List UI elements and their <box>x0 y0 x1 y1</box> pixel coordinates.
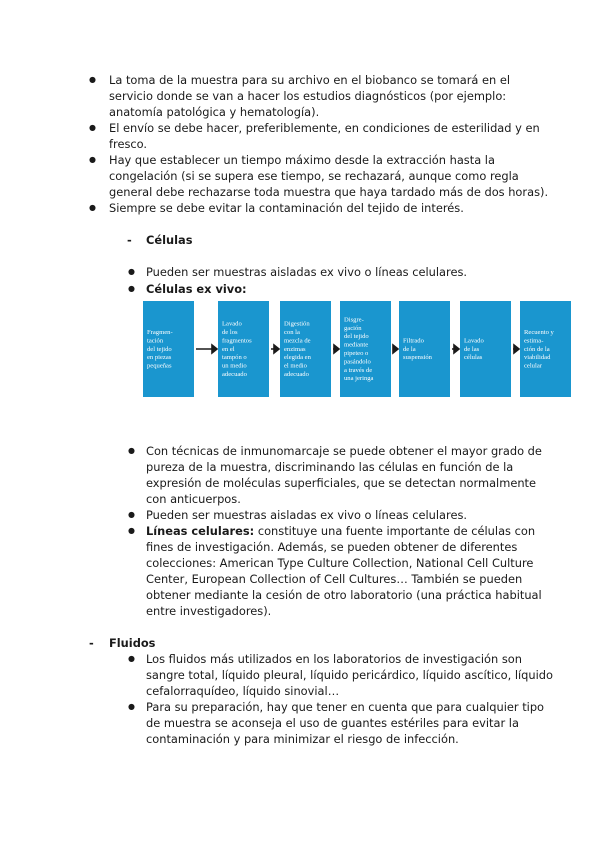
flow-step-label: en el <box>222 345 235 353</box>
flow-step-label: Fragmen- <box>147 329 173 336</box>
flow-step-label: Disgre- <box>344 316 364 324</box>
flow-arrow-icon <box>513 345 519 353</box>
section-heading-celulas: Células <box>146 233 193 247</box>
flow-step-label: enzimas <box>284 345 306 353</box>
flow-step-label: del tejido <box>147 345 172 353</box>
bullet-icon: ● <box>128 510 135 519</box>
text-line: Con técnicas de inmunomarcaje se puede obtener el mayor grado de <box>146 444 542 458</box>
flow-step-label: en piezas <box>147 354 172 362</box>
flow-step-label: elegida en <box>284 354 311 362</box>
flow-step-label: fragmentos <box>222 337 252 345</box>
flow-step-5 <box>399 301 450 397</box>
text-line: entre investigadores). <box>146 604 272 618</box>
flow-arrow-icon <box>196 345 217 353</box>
ex-vivo-flow-diagram <box>143 296 571 402</box>
text-line: contaminación y para minimizar el riesgo de infección. <box>146 732 459 746</box>
flow-step-label: células <box>464 354 483 362</box>
text-line: Los fluidos más utilizados en los laboratorios de investigación son <box>146 652 522 666</box>
section-heading-fluidos: Fluidos <box>109 636 156 650</box>
text-line: fines de investigación. Además, se pueden obtener de diferentes <box>146 540 518 554</box>
bullet-icon: ● <box>89 123 96 132</box>
flow-step-7 <box>520 301 571 397</box>
flow-step-label: de los <box>222 329 238 336</box>
text-line: Center, European Collection of Cell Cultures… También se pueden <box>146 572 523 586</box>
flow-arrow-icon <box>271 345 279 353</box>
flow-step-label: Filtrado <box>403 337 424 345</box>
text-line: sangre total, líquido pleural, líquido pericárdico, líquido ascítico, líquido <box>146 668 553 682</box>
flow-step-label: Digestión <box>284 320 310 328</box>
subheading-ex-vivo: Células ex vivo: <box>146 282 247 296</box>
text-line: congelación (si se supera ese tiempo, se rechazará, aunque como regla <box>109 169 519 183</box>
flow-step-label: adecuado <box>284 371 309 378</box>
text-line: Hay que establecer un tiempo máximo desde la extracción hasta la <box>109 153 495 167</box>
flow-step-label: el medio <box>284 362 307 370</box>
flow-step-label: tación <box>147 337 164 345</box>
flow-step-label: pasándolo <box>344 358 371 366</box>
flow-step-label: del tejido <box>344 333 369 341</box>
text-line: obtener mediante la cesión de otro laboratorio (una práctica habitual <box>146 588 542 602</box>
text-line: Siempre se debe evitar la contaminación del tejido de interés. <box>109 201 464 215</box>
text-line: con anticuerpos. <box>146 492 241 506</box>
text-line: Pueden ser muestras aisladas ex vivo o líneas celulares. <box>146 508 468 522</box>
text-line: El envío se debe hacer, preferiblemente, en condiciones de esterilidad y en <box>109 121 540 135</box>
flow-step-label: adecuado <box>222 371 247 378</box>
text-line: La toma de la muestra para su archivo en el biobanco se tomará en el <box>109 73 511 87</box>
text-line: de muestra se aconseja el uso de guantes estériles para evitar la <box>146 716 519 730</box>
flow-svg <box>143 296 571 402</box>
bullet-icon: ● <box>89 75 96 84</box>
text-line: Para su preparación, hay que tener en cuenta que para cualquier tipo <box>146 700 545 714</box>
text-line: pureza de la muestra, discriminando las células en función de la <box>146 460 514 474</box>
flow-step-label: a través de <box>344 366 373 374</box>
text-line: expresión de moléculas superficiales, que se detectan normalmente <box>146 476 537 490</box>
dash-marker: - <box>127 233 132 247</box>
flow-arrow-icon <box>333 345 339 353</box>
bullet-icon: ● <box>128 654 135 663</box>
flow-step-label: un medio <box>222 362 247 370</box>
bullet-icon: ● <box>128 267 135 276</box>
flow-step-6 <box>460 301 511 397</box>
flow-step-2 <box>218 301 269 397</box>
flow-step-label: mezcla de <box>284 337 311 345</box>
flow-step-label: de las <box>464 345 480 353</box>
flow-step-label: mediante <box>344 341 369 349</box>
bullet-icon: ● <box>128 284 135 293</box>
bullet-icon: ● <box>128 446 135 455</box>
flow-step-4 <box>340 301 391 397</box>
bullet-icon: ● <box>128 702 135 711</box>
flow-step-label: ción de la <box>524 345 550 353</box>
flow-arrow-icon <box>452 345 459 353</box>
text-line <box>146 523 535 539</box>
flow-arrow-icon <box>393 345 398 353</box>
flow-step-box <box>340 301 391 397</box>
text-line: anatomía patológica y hematología). <box>109 105 320 119</box>
flow-step-label: gación <box>344 324 362 332</box>
flow-step-label: estima- <box>524 337 544 345</box>
text-line: Pueden ser muestras aisladas ex vivo o líneas celulares. <box>146 265 468 279</box>
text-span: constituye una fuente importante de células con <box>254 524 536 538</box>
flow-step-label: una jeringa <box>344 375 374 383</box>
bullet-icon: ● <box>128 526 135 535</box>
text-line: colecciones: American Type Culture Collection, National Cell Culture <box>146 556 534 570</box>
flow-step-label: Lavado <box>222 320 242 328</box>
flow-step-label: de la <box>403 345 416 353</box>
flow-step-label: pequeñas <box>147 362 172 370</box>
flow-step-label: celular <box>524 362 542 370</box>
text-line: cefalorraquídeo, líquido sinovial… <box>146 684 340 698</box>
text-line: general debe rechazarse toda muestra que haya tardado más de dos horas). <box>109 185 549 199</box>
dash-marker: - <box>89 636 94 650</box>
bold-term-lineas-celulares: Líneas celulares: <box>146 524 255 538</box>
flow-step-label: suspensión <box>403 354 432 362</box>
flow-step-3 <box>280 301 331 397</box>
flow-step-label: con la <box>284 329 300 336</box>
flow-step-label: Recuento y <box>524 329 554 336</box>
bullet-icon: ● <box>89 155 96 164</box>
bullet-icon: ● <box>89 203 96 212</box>
flow-step-label: tampón o <box>222 354 247 362</box>
flow-step-label: Lavado <box>464 337 484 345</box>
flow-step-1 <box>143 301 194 397</box>
flow-step-label: pipeteo o <box>344 350 369 357</box>
flow-step-label: viabilidad <box>524 354 551 362</box>
text-line: fresco. <box>109 137 148 151</box>
text-line: servicio donde se van a hacer los estudios diagnósticos (por ejemplo: <box>109 89 507 103</box>
